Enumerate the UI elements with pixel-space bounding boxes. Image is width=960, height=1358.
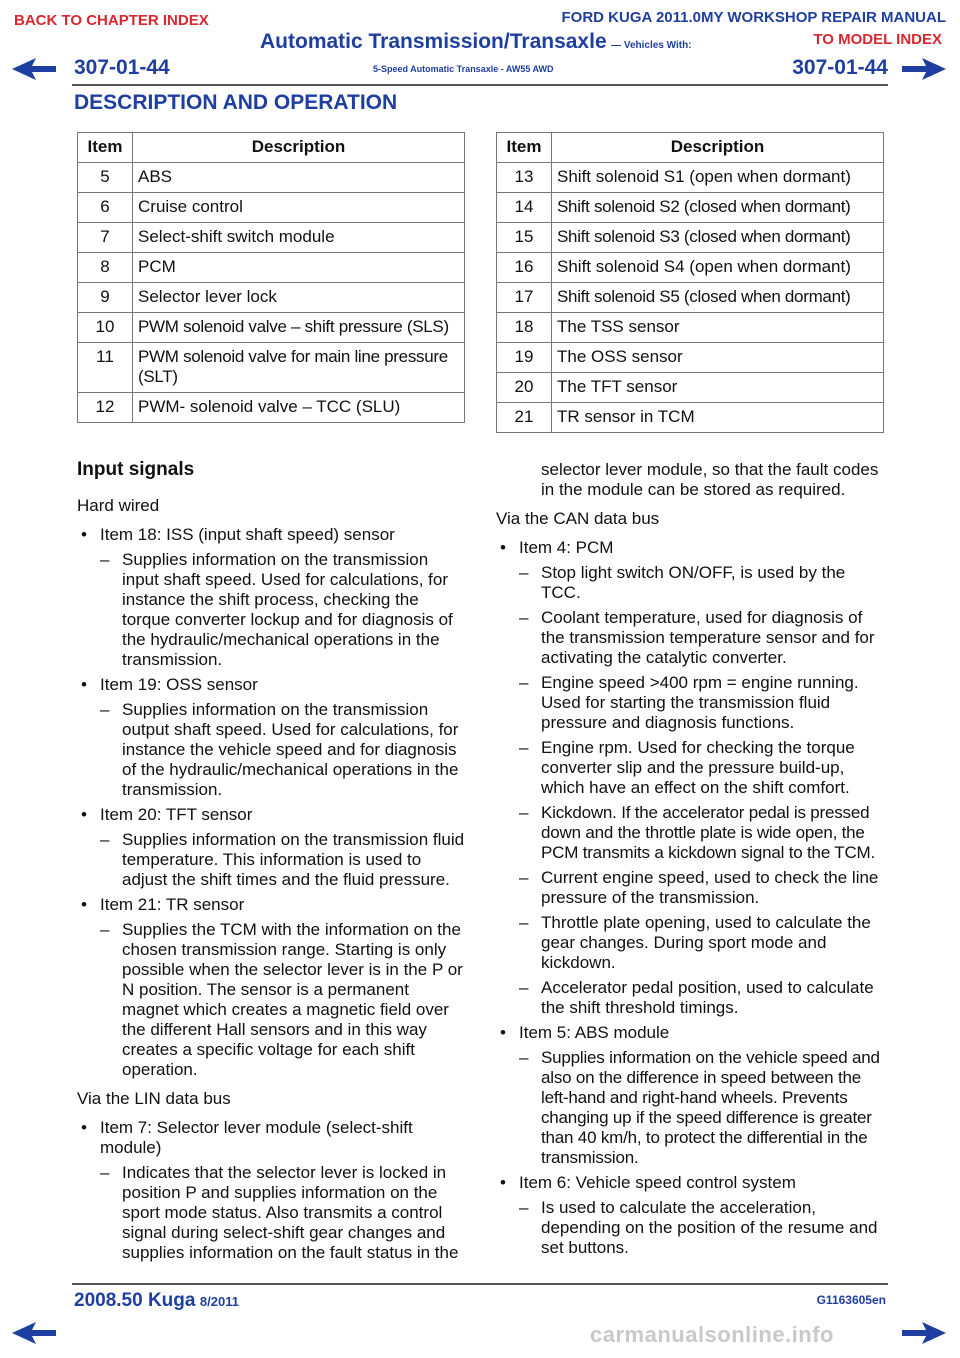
column-header-item: Item xyxy=(497,133,552,163)
item-number: 15 xyxy=(497,223,552,253)
item-number: 12 xyxy=(78,393,133,423)
list-item: – Supplies information on the transmission input shaft speed. Used for calculations, for instance the shift process, checking the torque converter lockup and for diagnosis of the hydraulic/mechanical operations in the transmission. xyxy=(77,550,467,670)
watermark-text: carmanualsonline.info xyxy=(590,1322,834,1347)
chapter-title: Automatic Transmission/Transaxle xyxy=(260,30,607,53)
edition-date: 8/2011 xyxy=(199,1294,239,1309)
page-number-right: 307-01-44 xyxy=(792,56,888,79)
item-description: Shift solenoid S2 (closed when dormant) xyxy=(552,193,884,223)
item-description: Shift solenoid S4 (open when dormant) xyxy=(552,253,884,283)
list-item: – Accelerator pedal position, used to calculate the shift threshold timings. xyxy=(496,978,886,1018)
list-item: – Stop light switch ON/OFF, is used by the TCC. xyxy=(496,563,886,603)
item-number: 8 xyxy=(78,253,133,283)
can-bus-label: Via the CAN data bus xyxy=(496,509,660,528)
list-item: – Supplies the TCM with the information on the chosen transmission range. Starting is only possible when the selector lever is in the P or N position. The sensor is a permanent magnet which creates a magnetic field over the different Hall sensors and in this way creates a specific voltage for each shift operation. xyxy=(77,920,467,1080)
column-header-description: Description xyxy=(552,133,884,163)
item-description: PWM solenoid valve for main line pressure (SLT) xyxy=(133,343,465,393)
table-row xyxy=(497,253,884,283)
item-description: TR sensor in TCM xyxy=(552,403,884,433)
list-item: – Kickdown. If the accelerator pedal is pressed down and the throttle plate is wide open, the PCM transmits a kickdown signal to the TCM. xyxy=(496,803,886,863)
item-number: 17 xyxy=(497,283,552,313)
list-item: – Coolant temperature, used for diagnosis of the transmission temperature sensor and for activating the catalytic converter. xyxy=(496,608,886,668)
model-name: 2008.50 Kuga xyxy=(74,1290,196,1311)
list-item: – Indicates that the selector lever is locked in position P and supplies information on the sport mode status. Also transmits a control signal during select-shift gear changes and supplies information on the fault status in the xyxy=(77,1163,467,1263)
item-description: Shift solenoid S5 (closed when dormant) xyxy=(552,283,884,313)
table-row xyxy=(78,253,465,283)
section-title: DESCRIPTION AND OPERATION xyxy=(74,91,398,114)
input-signals-heading: Input signals xyxy=(77,459,195,480)
lin-bus-label: Via the LIN data bus xyxy=(77,1089,231,1108)
list-item: • Item 18: ISS (input shaft speed) sensor xyxy=(77,525,467,545)
item-description: Shift solenoid S3 (closed when dormant) xyxy=(552,223,884,253)
table-row xyxy=(78,343,465,393)
previous-page-arrow-icon[interactable] xyxy=(12,58,56,80)
list-item-continuation: selector lever module, so that the fault codes in the module can be stored as required. xyxy=(541,460,879,499)
item-description: Shift solenoid S1 (open when dormant) xyxy=(552,163,884,193)
item-description: The TFT sensor xyxy=(552,373,884,403)
table-row xyxy=(497,193,884,223)
item-description: PWM solenoid valve – shift pressure (SLS) xyxy=(133,313,465,343)
list-item: • Item 21: TR sensor xyxy=(77,895,467,915)
back-to-chapter-index-link[interactable]: BACK TO CHAPTER INDEX xyxy=(14,12,209,29)
item-number: 19 xyxy=(497,343,552,373)
list-item: • Item 6: Vehicle speed control system xyxy=(496,1173,886,1193)
list-item: • Item 4: PCM xyxy=(496,538,886,558)
table-row xyxy=(497,223,884,253)
body-column-right xyxy=(496,460,886,1263)
header-rule xyxy=(72,84,888,86)
item-number: 21 xyxy=(497,403,552,433)
item-description: Selector lever lock xyxy=(133,283,465,313)
item-number: 18 xyxy=(497,313,552,343)
item-description: ABS xyxy=(133,163,465,193)
item-description: PWM- solenoid valve – TCC (SLU) xyxy=(133,393,465,423)
chapter-subtitle: 5-Speed Automatic Transaxle - AW55 AWD xyxy=(373,64,554,74)
item-number: 9 xyxy=(78,283,133,313)
list-item: – Supplies information on the transmission output shaft speed. Used for calculations, for instance the vehicle speed and for diagnosis of the hydraulic/mechanical operations in the transmission. xyxy=(77,700,467,800)
table-row xyxy=(78,163,465,193)
body-column-left xyxy=(77,460,467,1268)
table-row xyxy=(78,223,465,253)
table-row xyxy=(497,373,884,403)
item-number: 5 xyxy=(78,163,133,193)
item-number: 14 xyxy=(497,193,552,223)
item-description: Select-shift switch module xyxy=(133,223,465,253)
hard-wired-label: Hard wired xyxy=(77,496,160,515)
item-description: Cruise control xyxy=(133,193,465,223)
list-item: • Item 20: TFT sensor xyxy=(77,805,467,825)
item-description: PCM xyxy=(133,253,465,283)
list-item: – Current engine speed, used to check the line pressure of the transmission. xyxy=(496,868,886,908)
item-table-left xyxy=(77,132,465,423)
item-number: 10 xyxy=(78,313,133,343)
table-row xyxy=(497,283,884,313)
item-number: 16 xyxy=(497,253,552,283)
column-header-description: Description xyxy=(133,133,465,163)
list-item: – Supplies information on the vehicle speed and also on the difference in speed between the left-hand and right-hand wheels. Prevents changing up if the speed difference is greater than 40 km/h, to protect the differential in the transmission. xyxy=(496,1048,886,1168)
list-item: • Item 7: Selector lever module (select-shift module) xyxy=(77,1118,467,1158)
table-row xyxy=(78,283,465,313)
to-model-index-link[interactable]: TO MODEL INDEX xyxy=(813,31,942,48)
page-number-left: 307-01-44 xyxy=(74,56,170,79)
item-number: 20 xyxy=(497,373,552,403)
item-number: 13 xyxy=(497,163,552,193)
table-header-row xyxy=(497,133,884,163)
list-item: – Supplies information on the transmission fluid temperature. This information is used to adjust the shift times and the fluid pressure. xyxy=(77,830,467,890)
next-page-arrow-icon[interactable] xyxy=(902,58,946,80)
list-item: – Engine rpm. Used for checking the torque converter slip and the pressure build-up, which have an effect on the shift comfort. xyxy=(496,738,886,798)
table-header-row xyxy=(78,133,465,163)
item-table-right xyxy=(496,132,884,433)
previous-page-arrow-icon[interactable] xyxy=(12,1322,56,1344)
chapter-heading xyxy=(260,30,692,54)
footer-rule xyxy=(72,1283,888,1285)
item-description: The TSS sensor xyxy=(552,313,884,343)
manual-title: FORD KUGA 2011.0MY WORKSHOP REPAIR MANUAL xyxy=(561,9,946,26)
list-item: • Item 19: OSS sensor xyxy=(77,675,467,695)
table-row xyxy=(78,393,465,423)
list-item: • Item 5: ABS module xyxy=(496,1023,886,1043)
item-number: 7 xyxy=(78,223,133,253)
list-item: – Is used to calculate the acceleration, depending on the position of the resume and set buttons. xyxy=(496,1198,886,1258)
list-item: – Throttle plate opening, used to calculate the gear changes. During sport mode and kickdown. xyxy=(496,913,886,973)
table-row xyxy=(497,403,884,433)
table-row xyxy=(78,193,465,223)
table-row xyxy=(78,313,465,343)
vehicles-with-label: — Vehicles With: xyxy=(611,40,692,51)
document-code: G1163605en xyxy=(816,1293,886,1307)
table-row xyxy=(497,313,884,343)
column-header-item: Item xyxy=(78,133,133,163)
table-row xyxy=(497,163,884,193)
footer-model xyxy=(74,1290,239,1312)
item-number: 6 xyxy=(78,193,133,223)
next-page-arrow-icon[interactable] xyxy=(902,1322,946,1344)
list-item: – Engine speed >400 rpm = engine running. Used for starting the transmission fluid pressure and diagnosis functions. xyxy=(496,673,886,733)
item-description: The OSS sensor xyxy=(552,343,884,373)
table-row xyxy=(497,343,884,373)
item-number: 11 xyxy=(78,343,133,393)
